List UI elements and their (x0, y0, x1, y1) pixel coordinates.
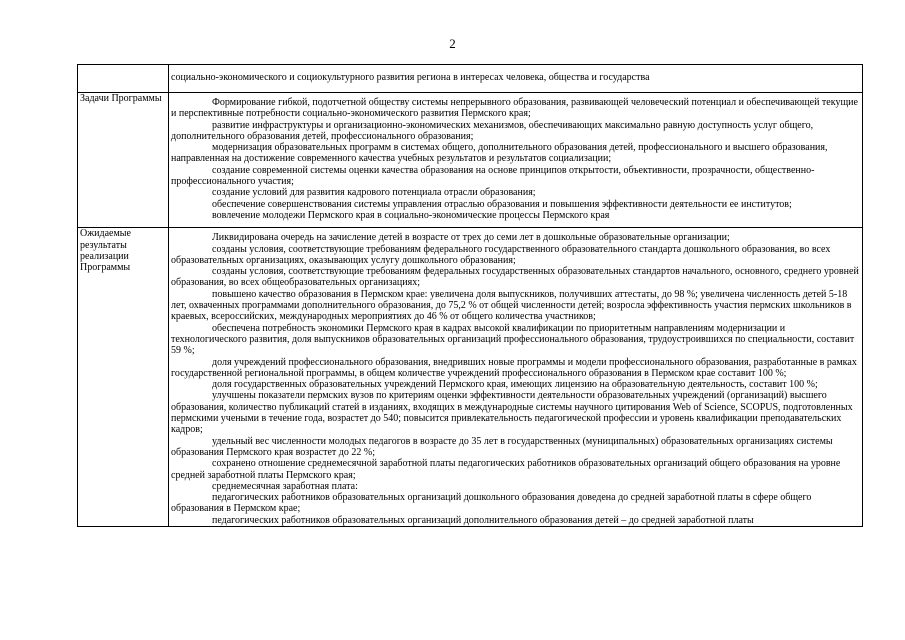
table-row-tasks (78, 93, 863, 228)
paragraph: создание условий для развития кадрового потенциала отрасли образования; (212, 187, 536, 199)
paragraph: развитие инфраструктуры и организационно-экономических механизмов, обеспечивающих максимально равную доступность услуг общего, дополнительного образования детей, профессионального образования; (171, 119, 814, 142)
paragraph: доля государственных образовательных учреждений Пермского края, имеющих лицензию на образовательную деятельность, составит 100 %; (212, 379, 818, 391)
table-row-goal-continuation (78, 65, 863, 93)
paragraph: сохранено отношение среднемесячной заработной платы педагогических работников образовательных организаций общего образования на уровне средней заработной платы Пермского края; (171, 458, 841, 481)
paragraph: модернизация образовательных программ в системах общего, дополнительного образования детей, профессионального и высшего образования, направленная на достижение современного качества учебных результатов и результатов социализации; (171, 142, 828, 165)
row-label-tasks: Задачи Программы (78, 93, 169, 228)
paragraph: вовлечение молодежи Пермского края в социально-экономические процессы Пермского края (212, 209, 610, 221)
paragraph: социально-экономического и социокультурного развития региона в интересах человека, общества и государства (171, 72, 650, 83)
row-label-expected-results: Ожидаемые результаты реализации Программы (78, 228, 169, 527)
paragraph: педагогических работников образовательных организаций дошкольного образования доведена до средней заработной платы в сфере общего образования в Пермском крае; (171, 492, 812, 515)
paragraph: Формирование гибкой, подотчетной обществу системы непрерывного образования, развивающей человеческий потенциал и обеспечивающей текущие и перспективные потребности социально-экономического развития Пермского края; (171, 97, 858, 120)
paragraph: обеспечение совершенствования системы управления отраслью образования и повышения эффективности деятельности ее институтов; (212, 198, 792, 210)
paragraph: удельный вес численности молодых педагогов в возрасте до 35 лет в государственных (муниципальных) образовательных организациях системы образования Пермского края возрастет до 22 %; (171, 435, 833, 458)
paragraph: созданы условия, соответствующие требованиям федеральных государственных образовательных стандартов начального, основного, среднего уровней образования, во всех общеобразовательных организациях; (171, 266, 859, 289)
row-content-tasks (169, 93, 863, 228)
paragraph: среднемесячная заработная плата: (212, 480, 358, 492)
row-label (78, 65, 169, 93)
passport-table (77, 64, 863, 527)
paragraph: созданы условия, соответствующие требованиям федерального государственного образовательного стандарта дошкольного образования, во всех образовательных организациях, оказывающих услугу дошкольного образования; (171, 243, 831, 266)
row-content (169, 65, 863, 93)
paragraph: улучшены показатели пермских вузов по критериям оценки эффективности деятельности образовательных учреждений (организаций) высшего образования, количество публикаций статей в изданиях, входящих в международные системы научного цитирования Web of Science, SCOPUS, подготовленных пермскими учеными в течение года, возрастет до 540; повысится привлекательность педагогической профессии и уровень квалификации преподавательских кадров; (171, 390, 853, 436)
paragraph: доля учреждений профессионального образования, внедривших новые программы и модели профессионального образования, разработанные в рамках государственной региональной программы, в общем количестве учреждений профессионального образования в Пермском крае составит 100 %; (171, 356, 857, 379)
paragraph: создание современной системы оценки качества образования на основе принципов открытости, объективности, прозрачности, общественно-профессионального участия; (171, 164, 815, 188)
paragraph: обеспечена потребность экономики Пермского края в кадрах высокой квалификации по приоритетным направлениям модернизации и технологического развития, доля выпускников образовательных организаций профессионального образования, трудоустроившихся по специальности, составит 59 %; (171, 322, 855, 357)
page-number: 2 (449, 36, 456, 51)
paragraph: Ликвидирована очередь на зачисление детей в возрасте от трех до семи лет в дошкольные образовательные организации; (212, 232, 730, 244)
table-row-expected-results (78, 228, 863, 527)
row-content-expected-results (169, 228, 863, 527)
paragraph: педагогических работников образовательных организаций дополнительного образования детей – до средней заработной платы (212, 514, 754, 526)
paragraph: повышено качество образования в Пермском крае: увеличена доля выпускников, получивших аттестаты, до 98 %; увеличена численность детей 5-18 лет, охваченных программами дополнительного образования, до 75,2 % от общей численности детей; возросла эффективность участия пермских школьников в краевых, всероссийских, международных мероприятиях до 46 % от общего количества участников; (171, 288, 852, 323)
